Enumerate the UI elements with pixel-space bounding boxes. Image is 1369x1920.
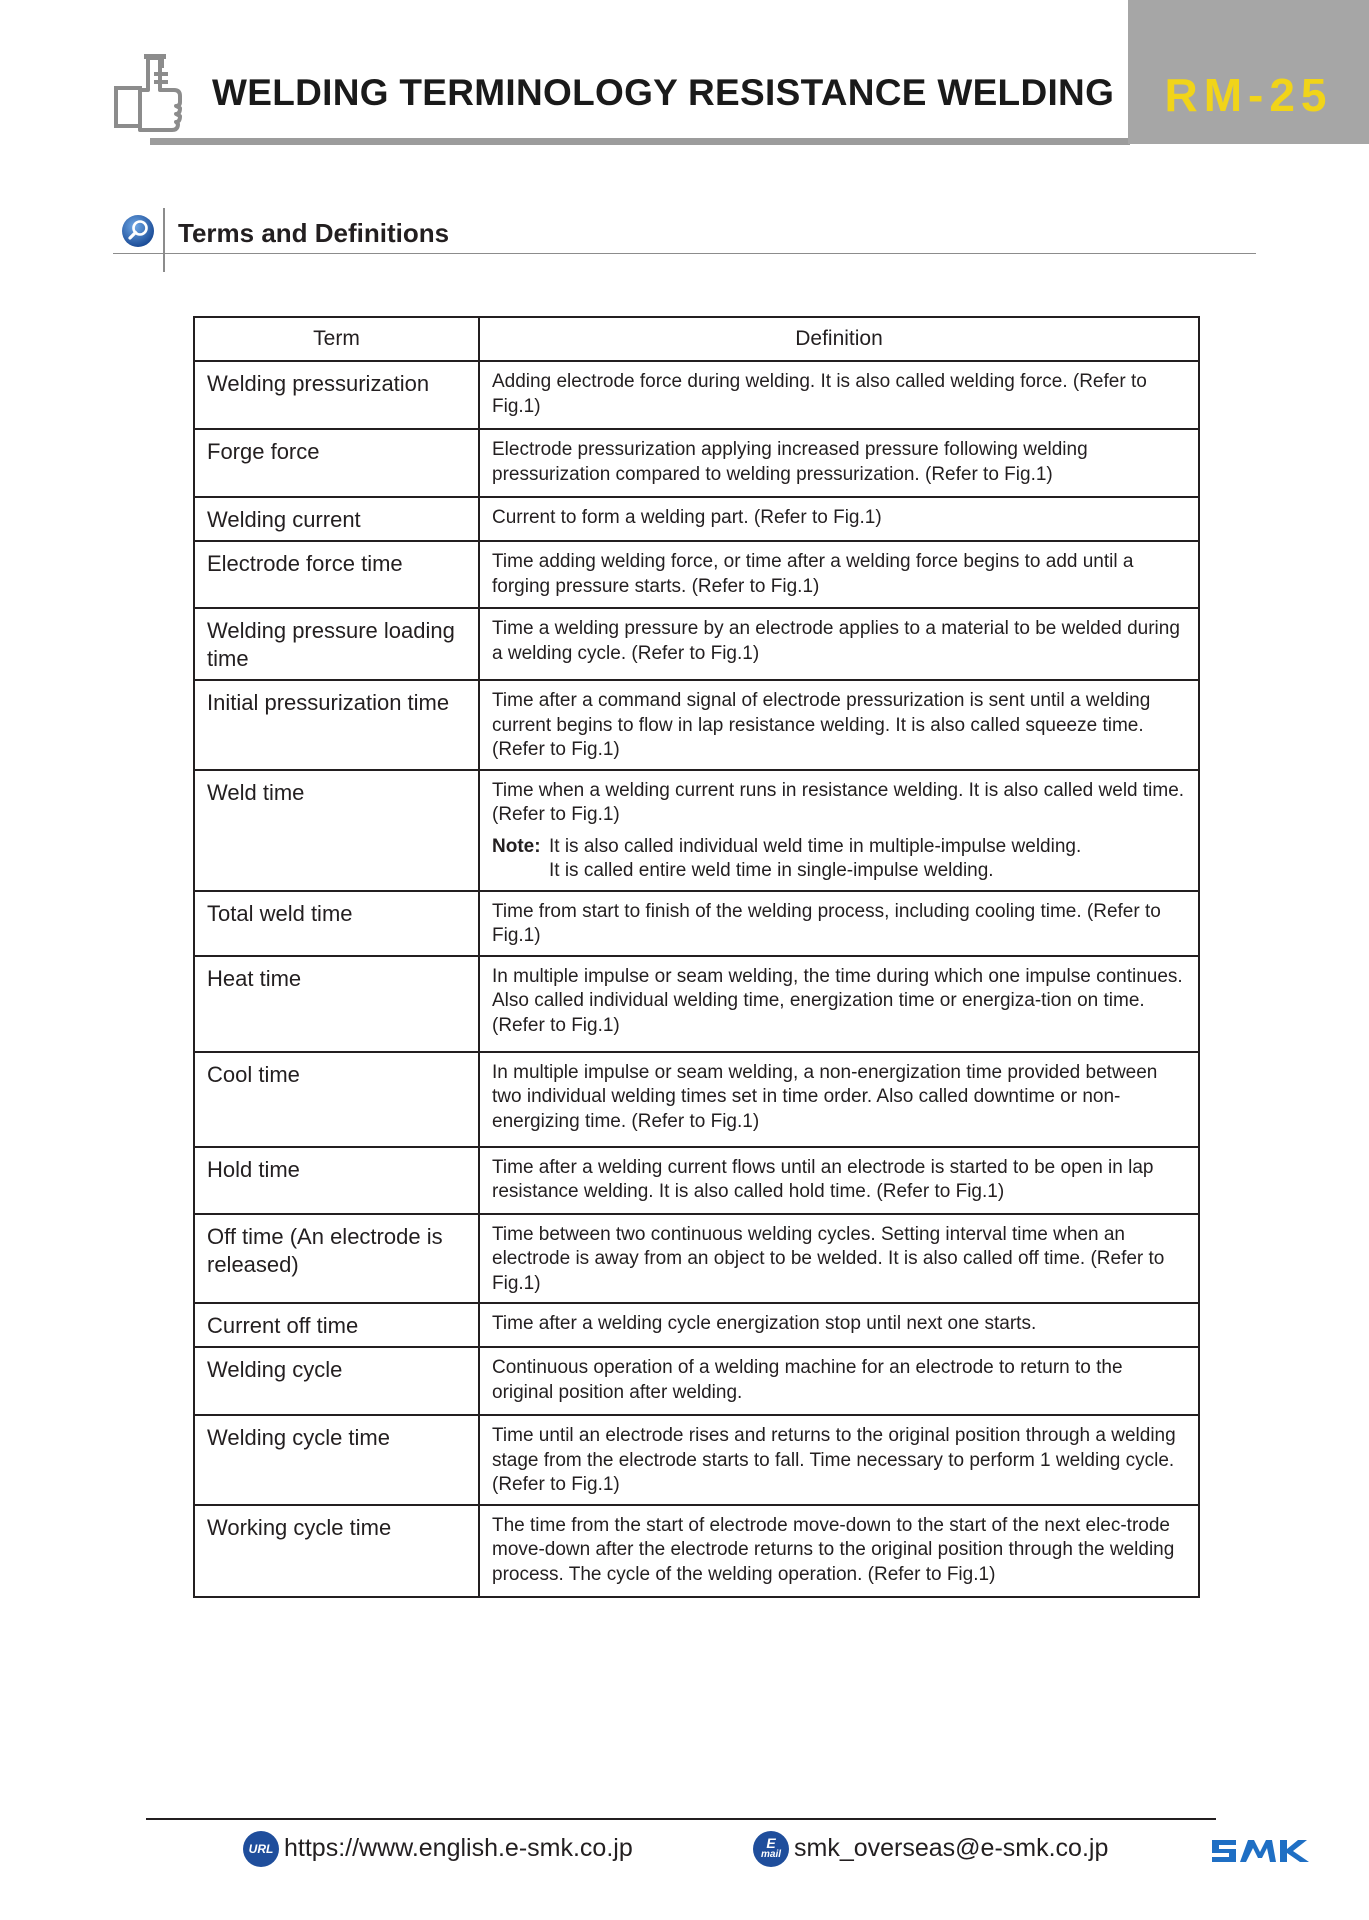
term-cell: Initial pressurization time	[194, 680, 479, 770]
table-row	[194, 429, 1199, 497]
term-cell: Cool time	[194, 1052, 479, 1147]
table-row	[194, 680, 1199, 770]
section-title: Terms and Definitions	[178, 218, 450, 248]
column-header-definition: Definition	[479, 317, 1199, 361]
term-cell: Heat time	[194, 956, 479, 1052]
definition-cell: Electrode pressurization applying increased pressure following welding pressurization compared to welding pressurization. (Refer to Fig.1)	[479, 429, 1199, 497]
term-cell: Hold time	[194, 1147, 479, 1214]
term-cell: Working cycle time	[194, 1505, 479, 1597]
table-row	[194, 891, 1199, 956]
email-icon: E mail	[753, 1831, 789, 1867]
terms-table	[193, 316, 1200, 1598]
definition-cell: Time until an electrode rises and returns to the original position through a welding stage from the electrode starts to fall. Time necessary to perform 1 welding cycle. (Refer to Fig.1)	[479, 1415, 1199, 1505]
term-cell: Welding cycle time	[194, 1415, 479, 1505]
magnifier-icon	[121, 214, 155, 248]
table-row	[194, 956, 1199, 1052]
term-cell: Welding pressurization	[194, 361, 479, 429]
table-row	[194, 1347, 1199, 1415]
section-divider-vertical	[163, 208, 165, 272]
note-line: It is called entire weld time in single-impulse welding.	[549, 860, 994, 881]
page-code-box	[1128, 0, 1369, 144]
table-row	[194, 541, 1199, 608]
table-row	[194, 608, 1199, 680]
definition-cell: In multiple impulse or seam welding, the time during which one impulse continues. Also called individual welding time, energization time or energiza-tion on time. (Refer to Fig.1)	[479, 956, 1199, 1052]
table-row	[194, 361, 1199, 429]
definition-cell: Time between two continuous welding cycles. Setting interval time when an electrode is away from an object to be welded. It is also called off time. (Refer to Fig.1)	[479, 1214, 1199, 1304]
definition-cell: Adding electrode force during welding. It is also called welding force. (Refer to Fig.1)	[479, 361, 1199, 429]
footer-rule	[146, 1818, 1216, 1820]
definition-cell: The time from the start of electrode move-down to the start of the next elec-trode move-down after the electrode returns to the original position through the welding process. The cycle of the welding operation. (Refer to Fig.1)	[479, 1505, 1199, 1597]
email-link[interactable]: smk_overseas@e-smk.co.jp	[794, 1834, 1109, 1862]
hand-pointer-icon	[110, 50, 184, 146]
term-cell: Weld time	[194, 770, 479, 891]
table-row	[194, 1147, 1199, 1214]
table-row	[194, 1415, 1199, 1505]
header-rule	[150, 138, 1130, 145]
note-label: Note:	[492, 835, 541, 857]
definition-text: Time when a welding current runs in resistance welding. It is also called weld time. (Refer to Fig.1)	[492, 779, 1185, 825]
note-line: It is also called individual weld time in multiple-impulse welding.	[549, 835, 1082, 857]
term-cell: Off time (An electrode is released)	[194, 1214, 479, 1304]
definition-cell: Time adding welding force, or time after a welding force begins to add until a forging pressure starts. (Refer to Fig.1)	[479, 541, 1199, 608]
definition-cell: In multiple impulse or seam welding, a non-energization time provided between two individual welding times set in time order. Also called downtime or non-energizing time. (Refer to Fig.1)	[479, 1052, 1199, 1147]
column-header-term: Term	[194, 317, 479, 361]
url-icon: URL	[243, 1831, 279, 1867]
table-row	[194, 1303, 1199, 1347]
note-block	[492, 835, 1188, 884]
definition-cell: Time a welding pressure by an electrode applies to a material to be welded during a welding cycle. (Refer to Fig.1)	[479, 608, 1199, 680]
table-row	[194, 1505, 1199, 1597]
definition-cell: Time after a welding current flows until an electrode is started to be open in lap resistance welding. It is also called hold time. (Refer to Fig.1)	[479, 1147, 1199, 1214]
section-divider-horizontal	[113, 253, 1256, 254]
smk-logo	[1210, 1838, 1313, 1864]
table-row	[194, 770, 1199, 891]
page-code: RM-25	[1164, 69, 1333, 121]
term-cell: Forge force	[194, 429, 479, 497]
table-row	[194, 1214, 1199, 1304]
definition-cell: Continuous operation of a welding machine for an electrode to return to the original position after welding.	[479, 1347, 1199, 1415]
term-cell: Welding current	[194, 497, 479, 541]
definition-cell: Current to form a welding part. (Refer to Fig.1)	[479, 497, 1199, 541]
term-cell: Welding cycle	[194, 1347, 479, 1415]
website-link[interactable]: https://www.english.e-smk.co.jp	[284, 1834, 633, 1862]
term-cell: Electrode force time	[194, 541, 479, 608]
term-cell: Total weld time	[194, 891, 479, 956]
term-cell: Welding pressure loading time	[194, 608, 479, 680]
definition-cell: Time after a command signal of electrode pressurization is sent until a welding current begins to flow in lap resistance welding. It is also called squeeze time. (Refer to Fig.1)	[479, 680, 1199, 770]
table-row	[194, 1052, 1199, 1147]
table-row	[194, 497, 1199, 541]
table-header-row	[194, 317, 1199, 361]
definition-cell: Time from start to finish of the welding process, including cooling time. (Refer to Fig.1)	[479, 891, 1199, 956]
definition-cell	[479, 770, 1199, 891]
page-title: WELDING TERMINOLOGY RESISTANCE WELDING	[212, 72, 1115, 113]
term-cell: Current off time	[194, 1303, 479, 1347]
definition-cell: Time after a welding cycle energization stop until next one starts.	[479, 1303, 1199, 1347]
